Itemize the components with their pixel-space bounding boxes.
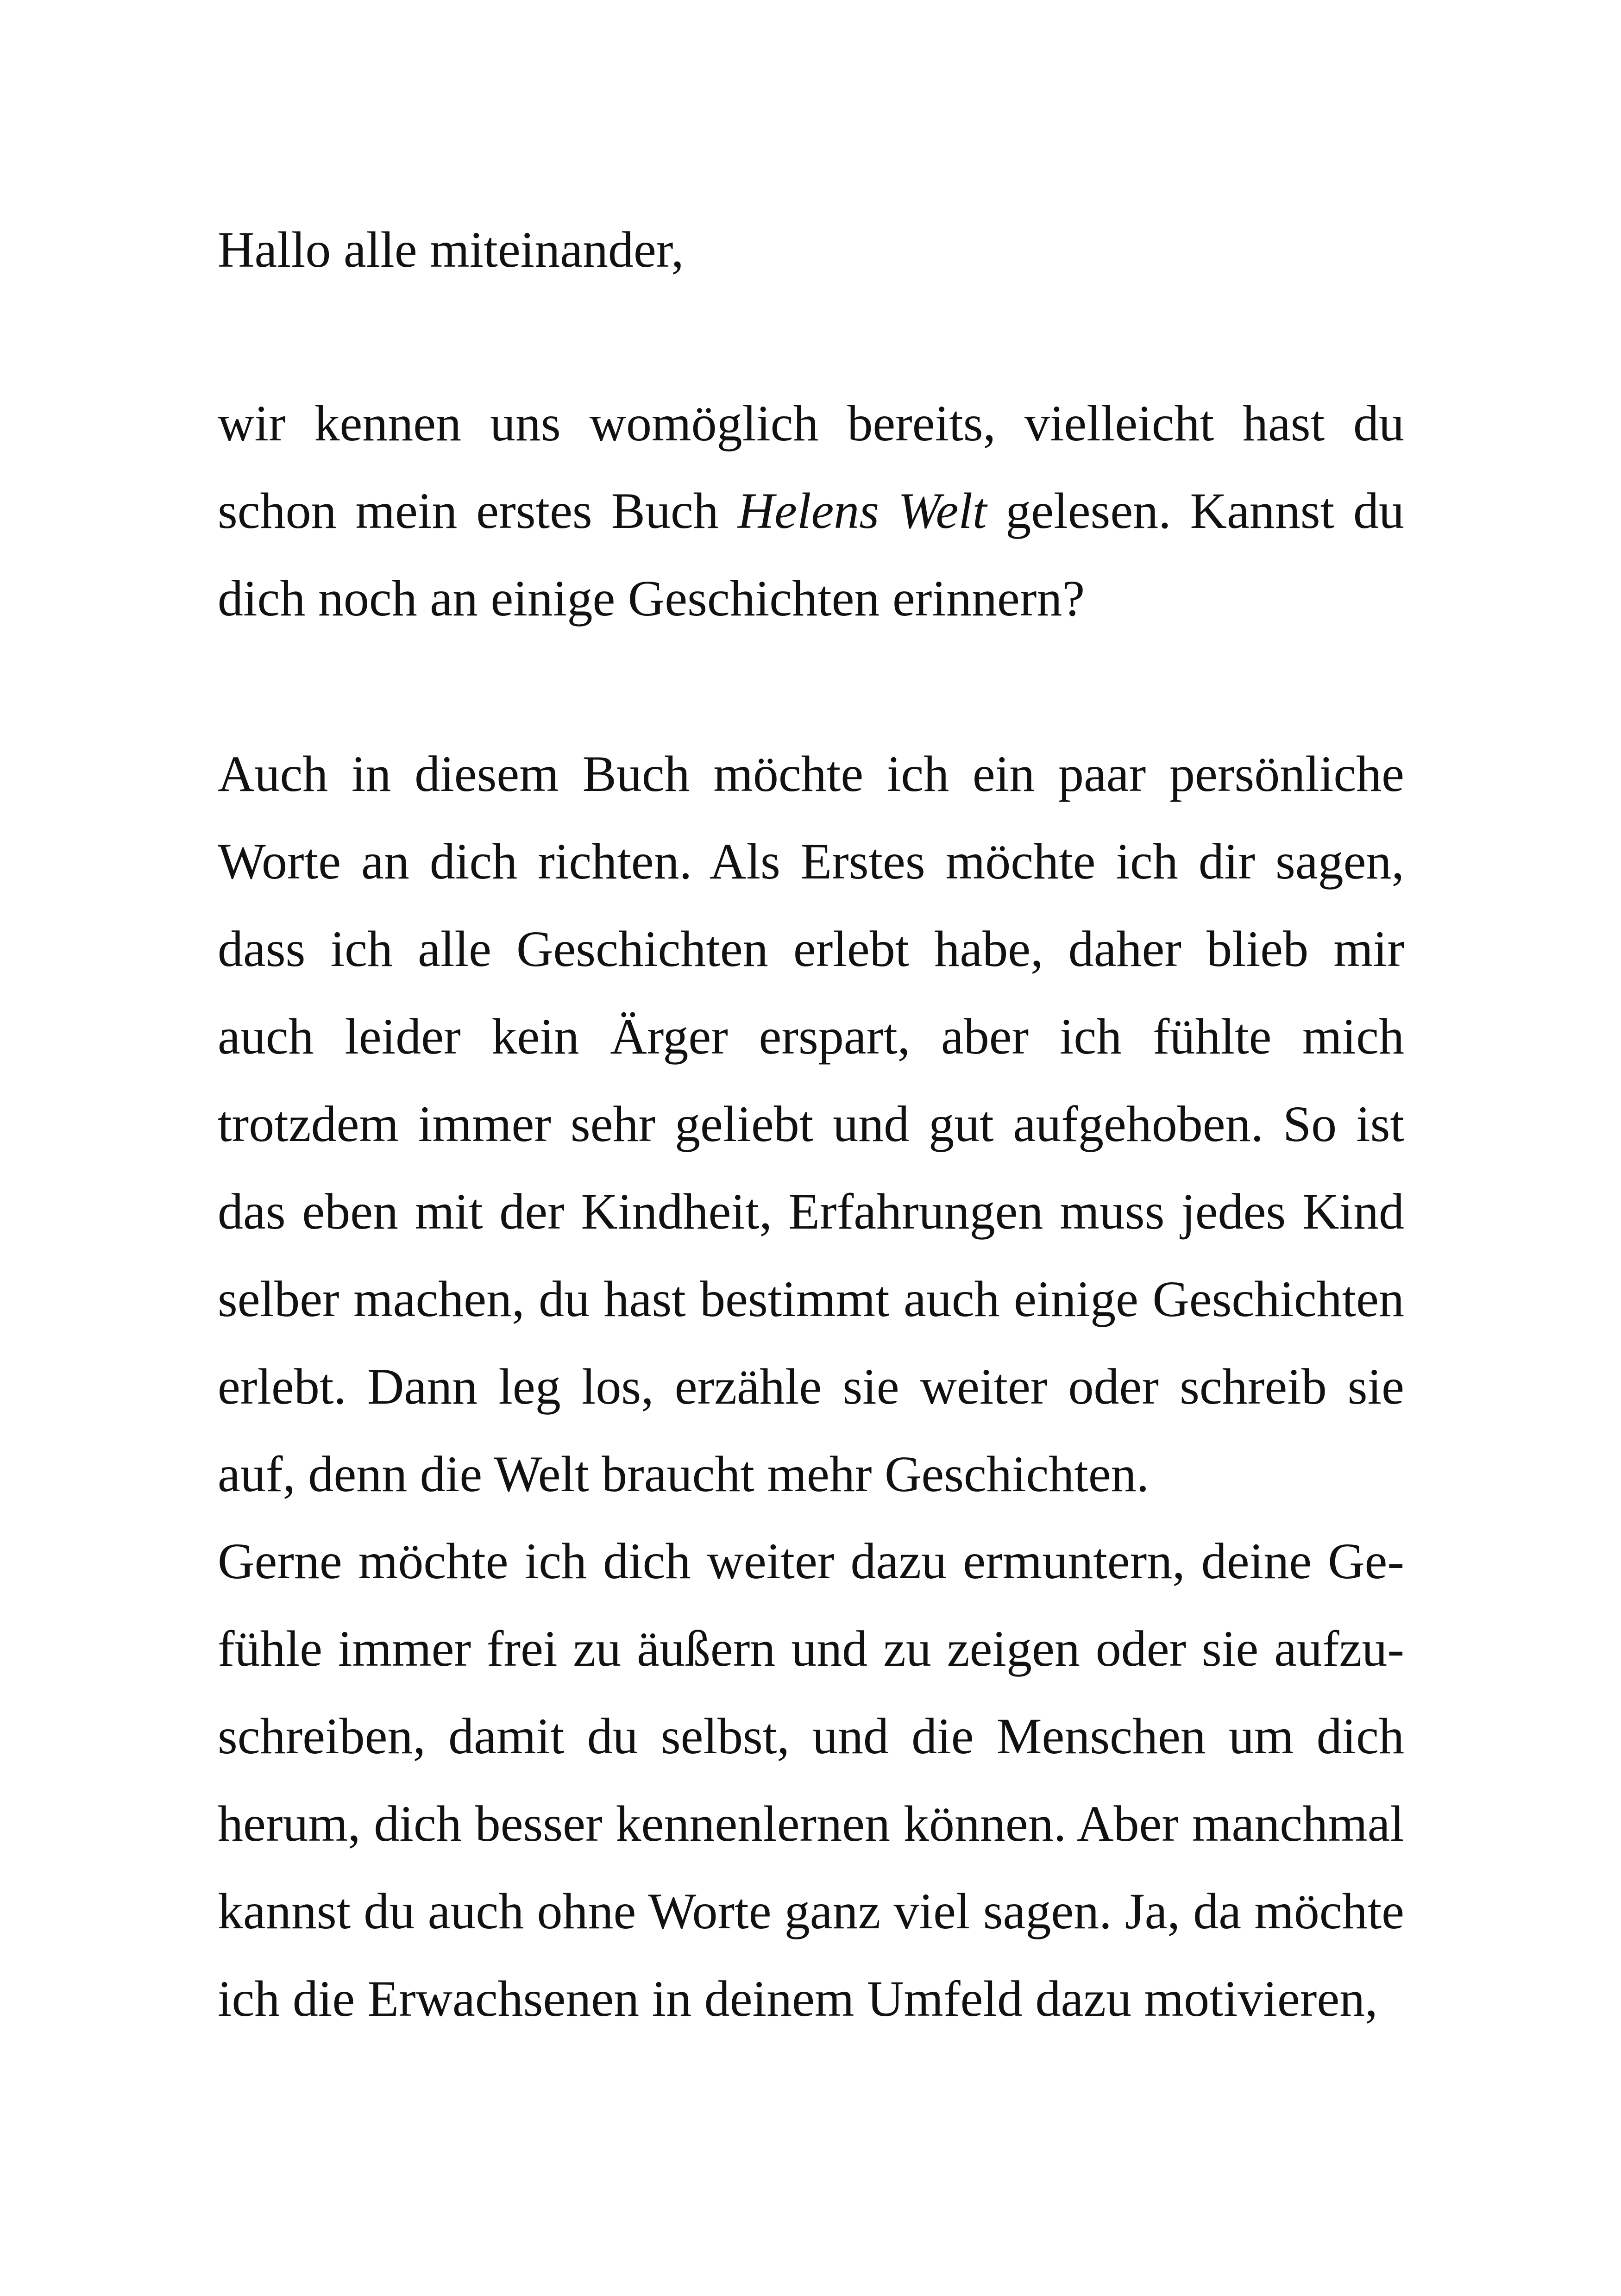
stories-paragraph: Auch in diesem Buch möchte ich ein paar persönliche Worte an dich richten. Als Erstes möchte ich dir sagen, dass ich alle Geschichten erlebt habe, daher blieb mir auch leider kein Ärger erspart, aber ich fühlte mich trotzdem immer sehr geliebt und gut aufgehoben. So ist das eben mit der Kindheit, Erfahrungen muss jedes Kind selber machen, du hast bestimmt auch einige Geschichten erlebt. Dann leg los, erzähle sie weiter oder schreib sie auf, denn die Welt braucht mehr Geschichten. (218, 746, 1404, 1502)
intro-text-end: gelesen. Kannst du dich noch an einige Geschichten erinnern? (218, 483, 1404, 627)
salutation: Hallo alle miteinander, (218, 221, 684, 278)
book-title: Helens Welt (737, 483, 987, 539)
intro-paragraph (218, 380, 1404, 642)
feelings-paragraph: Gerne möchte ich dich weiter dazu ermuntern, deine Gefühle immer frei zu äußern und zu zeigen oder sie aufzuschreiben, damit du selbst, und die Menschen um dich herum, dich besser kennenlernen können. Aber manchmal kannst du auch ohne Worte ganz viel sagen. Ja, da möchte ich die Erwachsenen in deinem Umfeld dazu motivieren, (218, 1533, 1404, 2027)
intro-text-start: wir kennen uns womöglich bereits, vielleicht hast du schon mein erstes Buch (218, 395, 1404, 539)
